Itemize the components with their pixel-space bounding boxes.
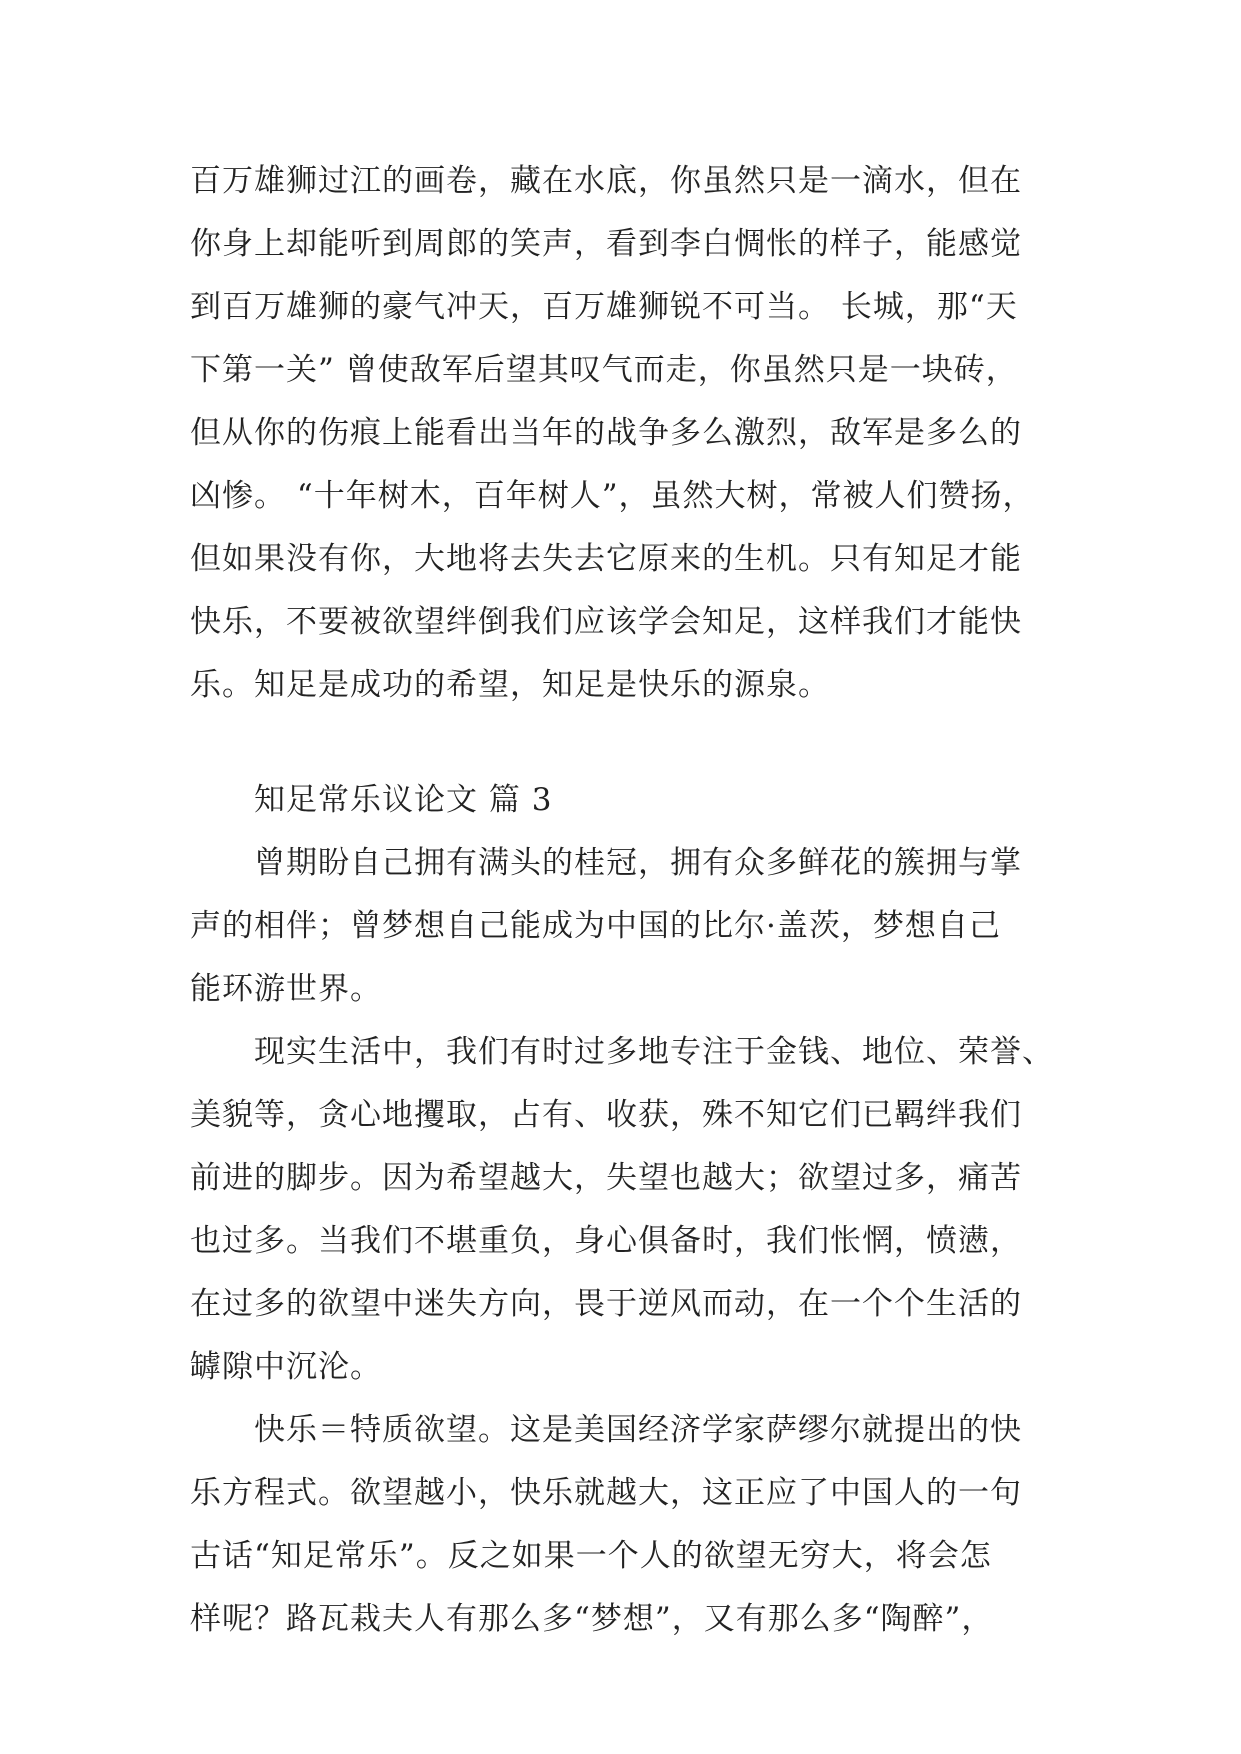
text-line: 声的相伴；曾梦想自己能成为中国的比尔·盖茨，梦想自己: [190, 908, 1001, 944]
text-line: 在过多的欲望中迷失方向，畏于逆风而动，在一个个生活的: [190, 1286, 1022, 1322]
text-line: 快乐，不要被欲望绊倒我们应该学会知足，这样我们才能快: [190, 604, 1022, 640]
text-line: 乐。知足是成功的希望，知足是快乐的源泉。: [190, 667, 830, 703]
text-line: 下第一关” 曾使敌军后望其叹气而走，你虽然只是一块砖，: [190, 352, 1018, 388]
text-line: 样呢？路瓦栽夫人有那么多“梦想”，又有那么多“陶醉”，: [190, 1601, 994, 1637]
section-heading: 知足常乐议论文 篇 3: [254, 782, 553, 818]
paragraph-continued: [190, 150, 1056, 717]
text-line: 罅隙中沉沦。: [190, 1349, 382, 1385]
text-line: 能环游世界。: [190, 971, 382, 1007]
text-line: 乐方程式。欲望越小，快乐就越大，这正应了中国人的一句: [190, 1475, 1022, 1511]
text-line: 你身上却能听到周郎的笑声，看到李白惆怅的样子，能感觉: [190, 226, 1022, 262]
text-line: 曾期盼自己拥有满头的桂冠，拥有众多鲜花的簇拥与掌: [254, 845, 1022, 881]
text-line: 前进的脚步。因为希望越大，失望也越大；欲望过多，痛苦: [190, 1160, 1022, 1196]
section-gap: [190, 717, 1056, 769]
document-page: [190, 150, 1056, 1651]
text-line: 但如果没有你，大地将去失去它原来的生机。只有知足才能: [190, 541, 1022, 577]
text-line: 凶惨。 “十年树木，百年树人”，虽然大树，常被人们赞扬，: [190, 478, 1035, 514]
text-line: 百万雄狮过江的画卷，藏在水底，你虽然只是一滴水，但在: [190, 163, 1022, 199]
text-line: 现实生活中，我们有时过多地专注于金钱、地位、荣誉、: [254, 1034, 1054, 1070]
paragraph-2: [190, 1021, 1056, 1399]
text-line: 美貌等，贪心地攫取，占有、收获，殊不知它们已羁绊我们: [190, 1097, 1022, 1133]
text-line: 快乐＝特质欲望。这是美国经济学家萨缪尔就提出的快: [254, 1412, 1022, 1448]
paragraph-3: [190, 1399, 1056, 1651]
text-line: 到百万雄狮的豪气冲天，百万雄狮锐不可当。 长城，那“天: [190, 289, 1018, 325]
text-line: 也过多。当我们不堪重负，身心俱备时，我们怅惘，愤懑，: [190, 1223, 1022, 1259]
text-line: 古话“知足常乐”。反之如果一个人的欲望无穷大，将会怎: [190, 1538, 992, 1574]
paragraph-1: [190, 832, 1056, 1021]
text-line: 但从你的伤痕上能看出当年的战争多么激烈，敌军是多么的: [190, 415, 1022, 451]
